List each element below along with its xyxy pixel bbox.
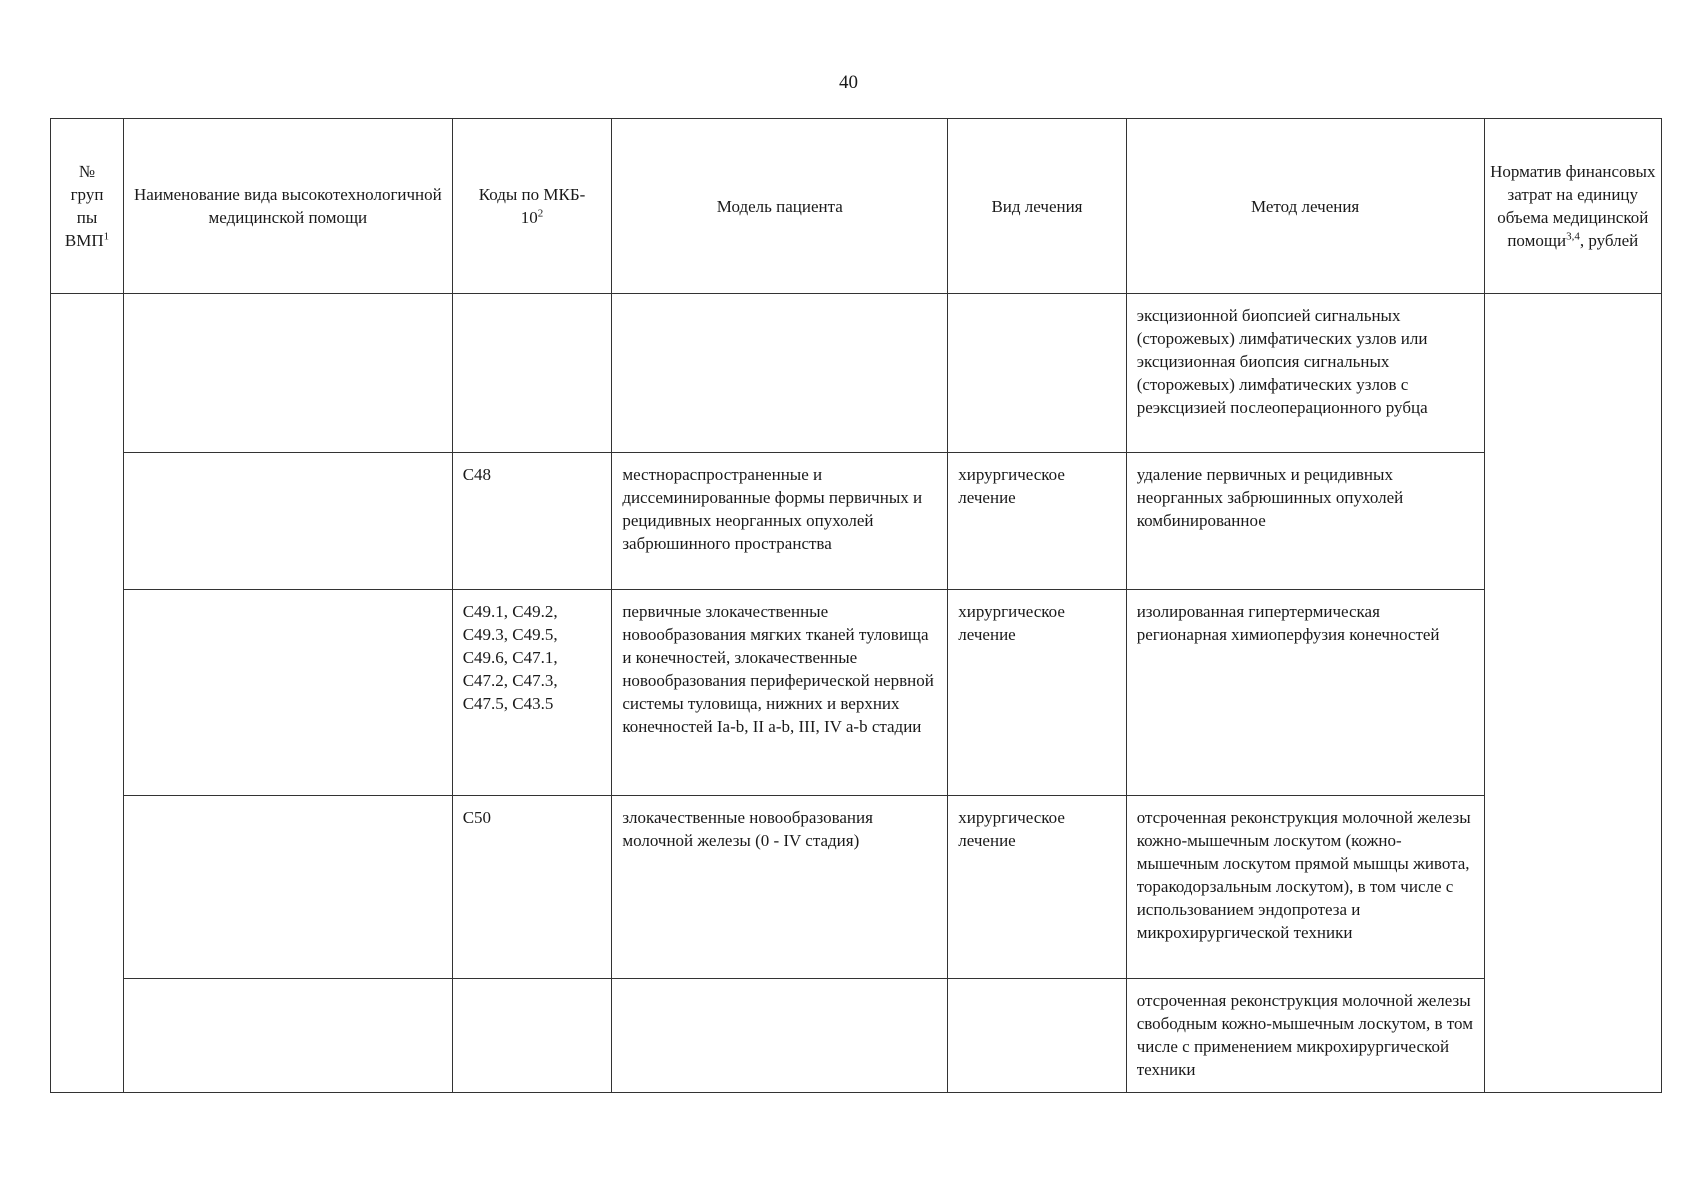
patient-model-cell <box>612 979 948 1093</box>
treatment-method-cell: отсроченная реконструкция молочной железы кожно-мышечным лоскутом (кожно-мышечным лоскутом прямой мышцы живота, торакодорзальным лоскутом), в том числе с использованием эндопротеза и микрохирургической техники <box>1126 796 1484 979</box>
icd-codes-cell <box>452 294 612 453</box>
header-patient-model: Модель пациента <box>612 119 948 294</box>
patient-model-cell: первичные злокачественные новообразования мягких тканей туловища и конечностей, злокачественные новообразования периферической нервной системы туловища, нижних и верхних конечностей Ia-b, II a-b, III, IV a-b стадии <box>612 590 948 796</box>
group-number-cell <box>51 294 124 1093</box>
treatment-method-cell: эксцизионной биопсией сигнальных (сторожевых) лимфатических узлов или эксцизионная биопсия сигнальных (сторожевых) лимфатических узлов с реэксцизией послеоперационного рубца <box>1126 294 1484 453</box>
table-row <box>51 590 1662 796</box>
header-treatment-type: Вид лечения <box>948 119 1126 294</box>
table-row <box>51 796 1662 979</box>
header-group-number: № груп пы ВМП$^1$ <box>51 119 124 294</box>
care-type-cell <box>124 294 453 453</box>
care-type-cell <box>124 796 453 979</box>
header-cost-standard: Норматив финансовых затрат на единицу объема медицинской помощи$^{3,4}$, рублей <box>1484 119 1661 294</box>
table-row <box>51 979 1662 1093</box>
patient-model-cell: местнораспространенные и диссеминированные формы первичных и рецидивных неорганных опухолей забрюшинного пространства <box>612 453 948 590</box>
care-type-cell <box>124 979 453 1093</box>
icd-codes-cell <box>452 979 612 1093</box>
treatment-method-cell: изолированная гипертермическая регионарная химиоперфузия конечностей <box>1126 590 1484 796</box>
icd-codes-cell: C49.1, C49.2, C49.3, C49.5, C49.6, C47.1, C47.2, C47.3, C47.5, C43.5 <box>452 590 612 796</box>
treatment-method-cell: отсроченная реконструкция молочной железы свободным кожно-мышечным лоскутом, в том числе с применением микрохирургической техники <box>1126 979 1484 1093</box>
treatment-method-cell: удаление первичных и рецидивных неорганных забрюшинных опухолей комбинированное <box>1126 453 1484 590</box>
page-number: 40 <box>839 72 858 93</box>
treatment-type-cell: хирургическое лечение <box>948 796 1126 979</box>
table-row <box>51 294 1662 453</box>
care-type-cell <box>124 590 453 796</box>
header-icd-codes: Коды по МКБ- $10^2$ <box>452 119 612 294</box>
patient-model-cell: злокачественные новообразования молочной железы (0 - IV стадия) <box>612 796 948 979</box>
vmp-table <box>50 118 1662 1093</box>
treatment-type-cell: хирургическое лечение <box>948 453 1126 590</box>
header-care-type-name: Наименование вида высокотехнологичной медицинской помощи <box>124 119 453 294</box>
icd-codes-cell: C50 <box>452 796 612 979</box>
care-type-cell <box>124 453 453 590</box>
treatment-type-cell: хирургическое лечение <box>948 590 1126 796</box>
table-row <box>51 453 1662 590</box>
icd-codes-cell: C48 <box>452 453 612 590</box>
treatment-type-cell <box>948 979 1126 1093</box>
patient-model-cell <box>612 294 948 453</box>
table-header-row <box>51 119 1662 294</box>
header-treatment-method: Метод лечения <box>1126 119 1484 294</box>
cost-standard-cell <box>1484 294 1661 1093</box>
treatment-type-cell <box>948 294 1126 453</box>
